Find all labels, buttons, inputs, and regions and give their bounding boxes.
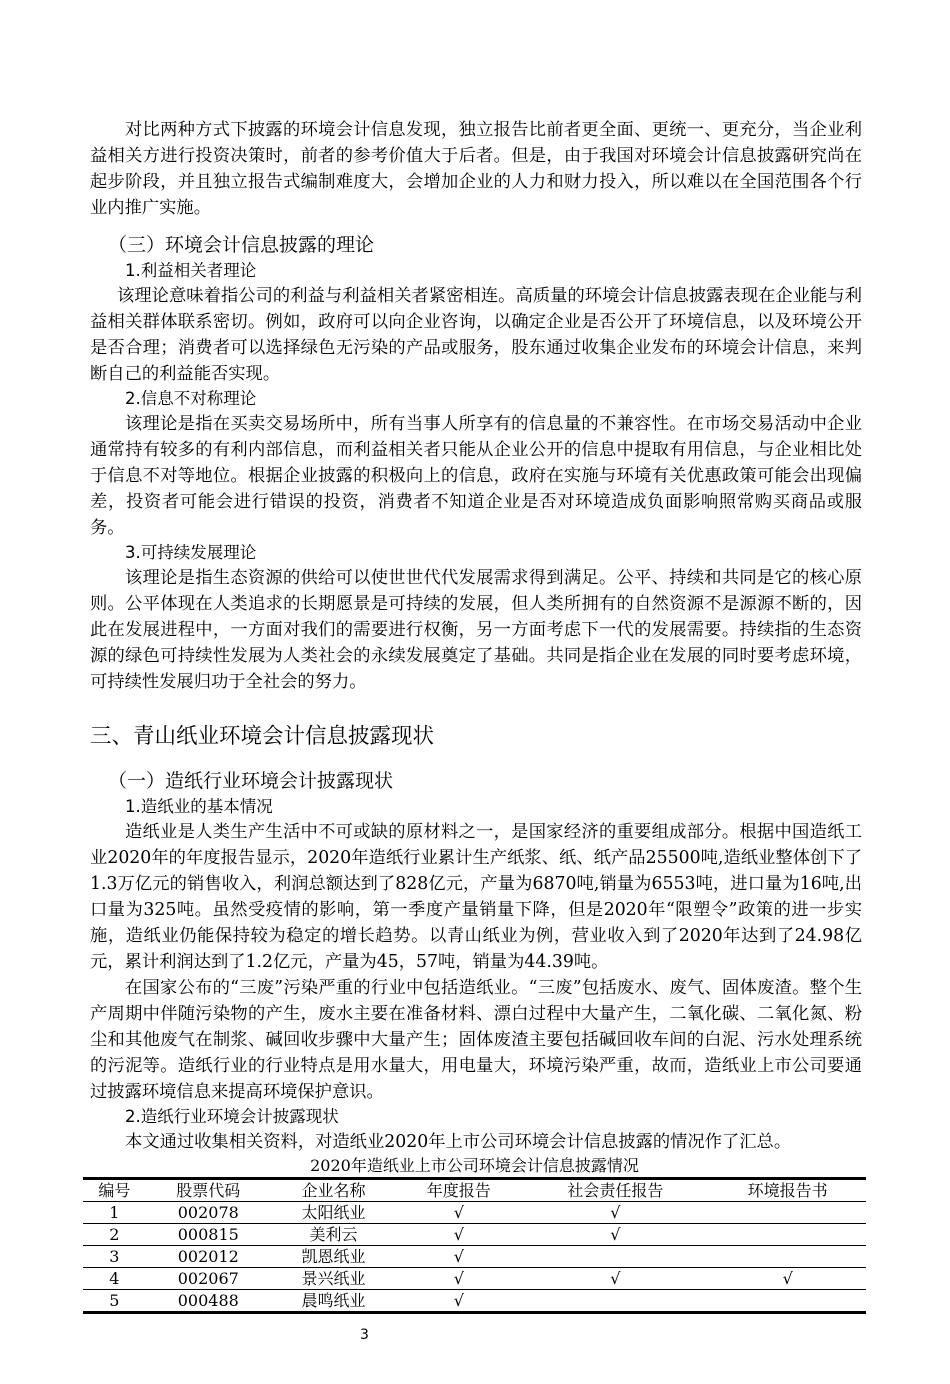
paragraph-stakeholder bbox=[90, 283, 862, 387]
table-cell: √ bbox=[396, 1268, 521, 1290]
table-cell: √ bbox=[709, 1268, 866, 1290]
paragraph-text: 该理论是指生态资源的供给可以使世世代代发展需求得到满足。公平、持续和共同是它的核心原则。公平体现在人类追求的长期愿景是可持续的发展，但人类所拥有的自然资源不是源源不断的，因此在发展进程中，一方面对我们的需要进行权衡，另一方面考虑下一代的发展需要。持续指的生态资源的绿色可持续性发展为人类社会的永续发展奠定了基础。共同是指企业在发展的同时要考虑环境，可持续性发展归功于全社会的努力。 bbox=[90, 568, 862, 692]
table-cell: 4 bbox=[83, 1268, 146, 1290]
table-cell: 000488 bbox=[146, 1290, 271, 1313]
intro-paragraph bbox=[90, 117, 862, 221]
table-cell bbox=[709, 1202, 866, 1224]
paragraph-text: 造纸业是人类生产生活中不可或缺的原材料之一，是国家经济的重要组成部分。根据中国造纸工业2020年的年度报告显示，2020年造纸行业累计生产纸浆、纸、纸产品25500吨,造纸业整体创下了1.3万亿元的销售收入，利润总额达到了828亿元，产量为6870吨,销量为6553吨，进口量为16吨,出口量为325吨。虽然受疫情的影响，第一季度产量销量下降，但是2020年“限塑令”政策的进一步实施，造纸业仍能保持较为稳定的增长趋势。以青山纸业为例，营业收入到了2020年达到了24.98亿元，累计利润达到了1.2亿元，产量为45，57吨，销量为44.39吨。 bbox=[90, 822, 862, 972]
table-cell: 晨鸣纸业 bbox=[271, 1290, 396, 1313]
paragraph-sustainable bbox=[90, 565, 862, 695]
paragraph-text: 在国家公布的“三废”污染严重的行业中包括造纸业。“三废”包括废水、废气、固体废渣。整个生产周期中伴随污染物的产生，废水主要在准备材料、漂白过程中大量产生，二氧化碳、二氧化氮、粉尘和其他废气在制浆、碱回收步骤中大量产生；固体废渣主要包括碱回收车间的白泥、污水处理系统的污泥等。造纸行业的行业特点是用水量大，用电量大，环境污染严重，故而，造纸业上市公司要通过披露环境信息来提高环境保护意识。 bbox=[90, 978, 862, 1102]
table-cell: √ bbox=[396, 1290, 521, 1313]
subheading-basic: 1.造纸业的基本情况 bbox=[125, 797, 273, 816]
table-cell: 002078 bbox=[146, 1202, 271, 1224]
header-cell: 企业名称 bbox=[271, 1179, 396, 1202]
table-cell: √ bbox=[396, 1246, 521, 1268]
subheading-stakeholder: 1.利益相关者理论 bbox=[125, 261, 257, 280]
paragraph-basic-1 bbox=[90, 819, 862, 975]
paragraph-text: 该理论是指在买卖交易场所中，所有当事人所享有的信息量的不兼容性。在市场交易活动中企业通常持有较多的有利内部信息，而利益相关者只能从企业公开的信息中提取有用信息，与企业相比处于信息不对等地位。根据企业披露的积极向上的信息，政府在实施与环境有关优惠政策可能会出现偏差，投资者可能会进行错误的投资，消费者不知道企业是否对环境造成负面影响照常购买商品或服务。 bbox=[90, 414, 862, 538]
header-cell: 股票代码 bbox=[146, 1179, 271, 1202]
table-cell: √ bbox=[521, 1202, 709, 1224]
table-caption: 2020年造纸业上市公司环境会计信息披露情况 bbox=[310, 1156, 639, 1175]
paragraph-text: 本文通过收集相关资料，对造纸业2020年上市公司环境会计信息披露的情况作了汇总。 bbox=[125, 1132, 792, 1152]
table-cell bbox=[521, 1290, 709, 1313]
table-row bbox=[83, 1290, 866, 1313]
table-cell: 5 bbox=[83, 1290, 146, 1313]
table-cell: 000815 bbox=[146, 1224, 271, 1246]
table-header-row bbox=[83, 1179, 866, 1202]
header-cell: 编号 bbox=[83, 1179, 146, 1202]
paragraph-text: 对比两种方式下披露的环境会计信息发现，独立报告比前者更全面、更统一、更充分，当企业利益相关方进行投资决策时，前者的参考价值大于后者。但是，由于我国对环境会计信息披露研究尚在起步阶段，并且独立报告式编制难度大，会增加企业的人力和财力投入，所以难以在全国范围各个行业内推广实施。 bbox=[90, 120, 862, 218]
table-cell: 3 bbox=[83, 1246, 146, 1268]
disclosure-table bbox=[83, 1177, 866, 1314]
table-cell: 2 bbox=[83, 1224, 146, 1246]
table-row bbox=[83, 1246, 866, 1268]
table-cell: 002012 bbox=[146, 1246, 271, 1268]
table-cell: √ bbox=[396, 1202, 521, 1224]
table-row bbox=[83, 1202, 866, 1224]
page-number: 3 bbox=[360, 1327, 369, 1343]
paragraph-text: 该理论意味着指公司的利益与利益相关者紧密相连。高质量的环境会计信息披露表现在企业能与利益相关群体联系密切。例如，政府可以向企业咨询，以确定企业是否公开了环境信息，以及环境公开是否合理；消费者可以选择绿色无污染的产品或服务，股东通过收集企业发布的环境会计信息，来判断自己的利益能否实现。 bbox=[90, 286, 862, 384]
table-cell: √ bbox=[521, 1268, 709, 1290]
section-heading-theory: （三）环境会计信息披露的理论 bbox=[108, 234, 375, 256]
header-cell: 年度报告 bbox=[396, 1179, 521, 1202]
chapter-heading: 三、青山纸业环境会计信息披露现状 bbox=[90, 724, 435, 749]
table-cell: 1 bbox=[83, 1202, 146, 1224]
table-row bbox=[83, 1268, 866, 1290]
table-cell: 景兴纸业 bbox=[271, 1268, 396, 1290]
section-heading-industry: （一）造纸行业环境会计披露现状 bbox=[108, 770, 394, 792]
table-cell: 002067 bbox=[146, 1268, 271, 1290]
table-cell bbox=[709, 1246, 866, 1268]
table-cell: 美利云 bbox=[271, 1224, 396, 1246]
paragraph-asymmetry bbox=[90, 411, 862, 541]
table-cell bbox=[709, 1290, 866, 1313]
subheading-sustainable: 3.可持续发展理论 bbox=[125, 543, 257, 562]
table-cell bbox=[709, 1224, 866, 1246]
table-cell: 凯恩纸业 bbox=[271, 1246, 396, 1268]
table-row bbox=[83, 1224, 866, 1246]
paragraph-basic-2 bbox=[90, 975, 862, 1105]
subheading-asymmetry: 2.信息不对称理论 bbox=[125, 389, 257, 408]
table-cell: √ bbox=[521, 1224, 709, 1246]
paragraph-disclosure bbox=[90, 1129, 862, 1155]
table-cell: 太阳纸业 bbox=[271, 1202, 396, 1224]
header-cell: 社会责任报告 bbox=[521, 1179, 709, 1202]
table-cell bbox=[521, 1246, 709, 1268]
table-cell: √ bbox=[396, 1224, 521, 1246]
header-cell: 环境报告书 bbox=[709, 1179, 866, 1202]
subheading-disclosure: 2.造纸行业环境会计披露现状 bbox=[125, 1107, 339, 1126]
